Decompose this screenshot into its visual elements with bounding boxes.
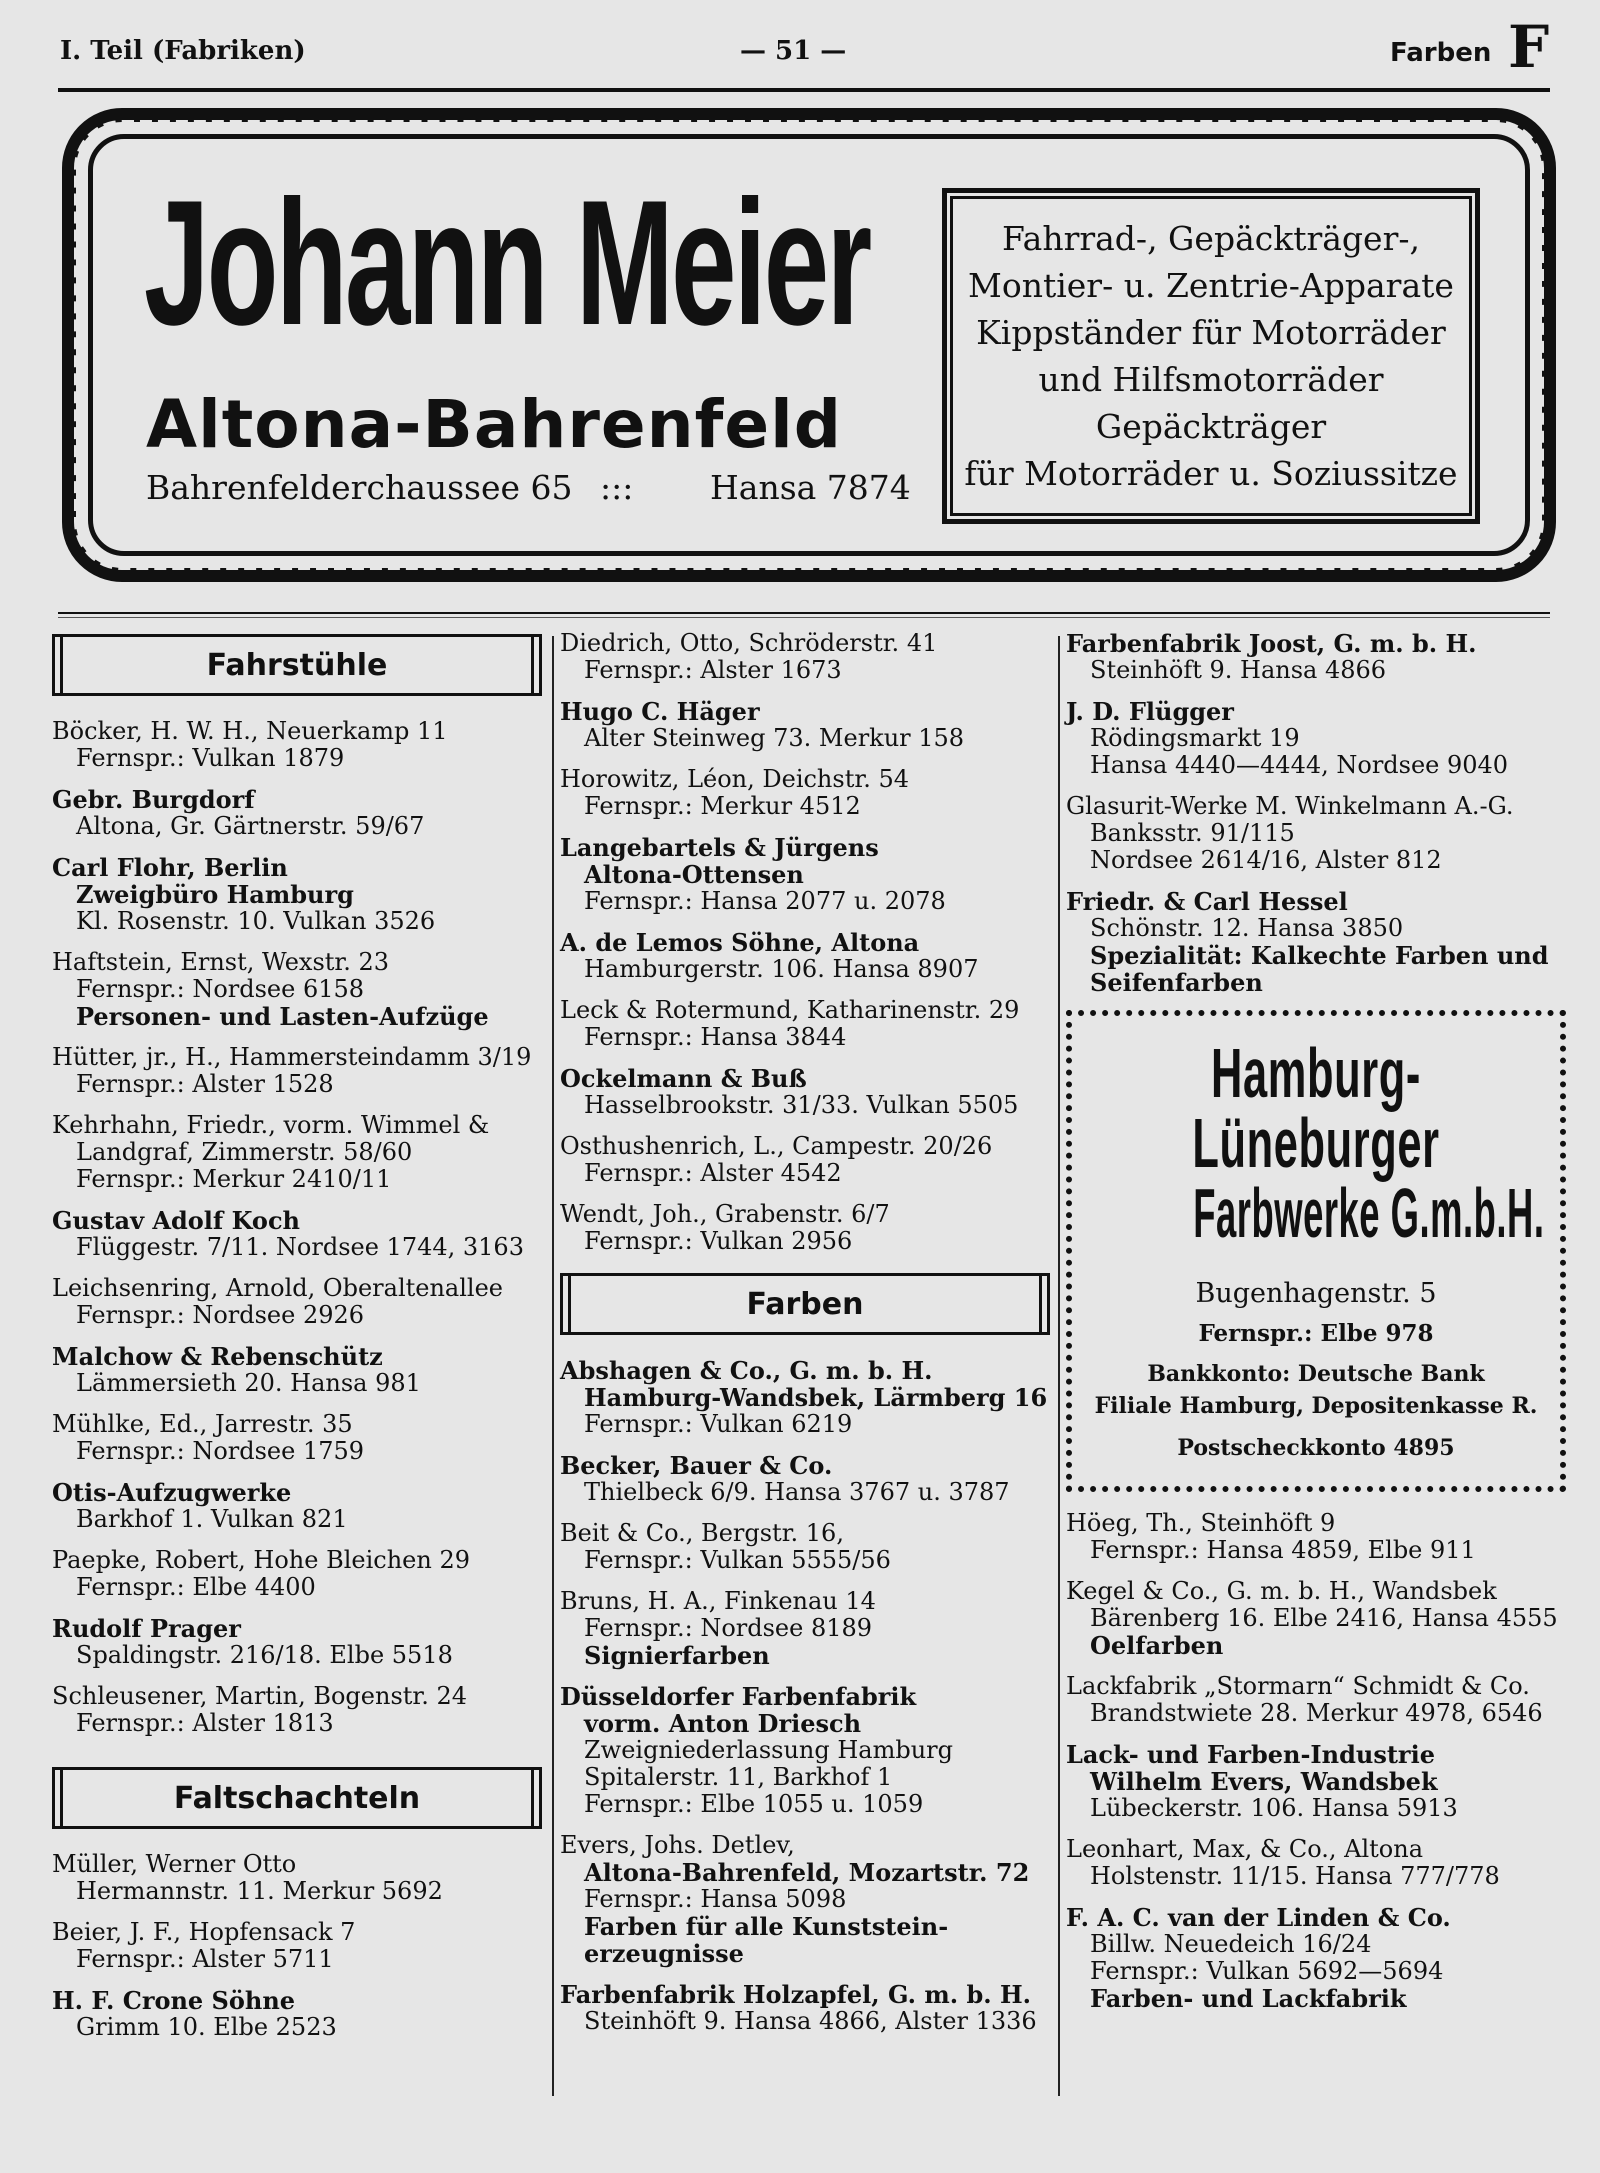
entry-detail: Holstenstr. 11/15. Hansa 777/778 <box>1090 1862 1500 1890</box>
directory-entry <box>560 1452 1050 1506</box>
entry-name: Lack- und Farben-Industrie <box>1066 1740 1435 1769</box>
directory-entry <box>52 854 542 935</box>
directory-entry <box>52 1044 542 1098</box>
entry-detail: Fernspr.: Nordsee 6158 <box>76 975 365 1003</box>
entry-name: Friedr. & Carl Hessel <box>1066 887 1348 916</box>
entry-detail: Rödingsmarkt 19 <box>1090 724 1300 752</box>
entry-detail: Barkhof 1. Vulkan 821 <box>76 1505 348 1533</box>
page-number: — 51 — <box>740 36 847 66</box>
entry-detail: Fernspr.: Nordsee 8189 <box>584 1614 873 1642</box>
entry-detail: Kl. Rosenstr. 10. Vulkan 3526 <box>76 907 436 935</box>
farben-list-continued <box>1066 630 1566 996</box>
entry-detail: Banksstr. 91/115 <box>1090 819 1295 847</box>
entry-detail: Oelfarben <box>1090 1631 1224 1660</box>
part-heading: I. Teil (Fabriken) <box>60 36 306 66</box>
directory-entry <box>560 1357 1050 1438</box>
entry-detail: Fernspr.: Nordsee 2926 <box>76 1301 365 1329</box>
entry-detail: Fernspr.: Alster 4542 <box>584 1159 842 1187</box>
entry-name: Hütter, jr., H., Hammersteindamm 3/19 <box>52 1043 532 1071</box>
entry-detail: Fernspr.: Nordsee 1759 <box>76 1437 365 1465</box>
entry-detail: Flüggestr. 7/11. Nordsee 1744, 3163 <box>76 1233 524 1261</box>
column-3 <box>1066 630 1566 2026</box>
entry-name: Carl Flohr, Berlin <box>52 853 288 882</box>
entry-name: Gustav Adolf Koch <box>52 1206 301 1235</box>
directory-entry <box>52 1615 542 1669</box>
entry-name: Farbenfabrik Joost, G. m. b. H. <box>1066 629 1477 658</box>
entry-detail: Fernspr.: Vulkan 5692—5694 <box>1090 1957 1444 1985</box>
directory-entry <box>52 1343 542 1397</box>
advert2-postcheck: Postscheckkonto 4895 <box>1177 1435 1455 1461</box>
entry-name: Glasurit-Werke M. Winkelmann A.-G. <box>1066 792 1514 820</box>
entry-detail: Nordsee 2614/16, Alster 812 <box>1090 846 1442 874</box>
entry-name: Horowitz, Léon, Deichstr. 54 <box>560 765 909 793</box>
entry-name: Becker, Bauer & Co. <box>560 1451 833 1480</box>
entry-name: F. A. C. van der Linden & Co. <box>1066 1903 1451 1932</box>
entry-name: Düsseldorfer Farbenfabrik <box>560 1682 917 1711</box>
entry-name: A. de Lemos Söhne, Altona <box>560 928 920 957</box>
entry-detail: Fernspr.: Merkur 2410/11 <box>76 1165 392 1193</box>
entry-detail: Steinhöft 9. Hansa 4866, Alster 1336 <box>584 2007 1037 2035</box>
entry-name: Haftstein, Ernst, Wexstr. 23 <box>52 948 390 976</box>
entry-detail: Fernspr.: Alster 1813 <box>76 1709 334 1737</box>
directory-entry <box>52 1207 542 1261</box>
entry-name: Otis-Aufzugwerke <box>52 1478 292 1507</box>
directory-entry <box>52 786 542 840</box>
column-divider <box>1058 636 1060 2096</box>
fahrstuehle-list <box>52 718 542 1737</box>
advert-product-line: Gepäckträger <box>1095 407 1327 446</box>
directory-entry <box>560 1520 1050 1574</box>
advert-bottom-rule-thin <box>58 617 1550 618</box>
directory-entry <box>560 929 1050 983</box>
directory-entry <box>560 1981 1050 2035</box>
directory-entry <box>1066 1578 1566 1659</box>
entry-name: Beit & Co., Bergstr. 16, <box>560 1519 844 1547</box>
directory-entry <box>1066 793 1566 874</box>
entry-name: Malchow & Rebenschütz <box>52 1342 383 1371</box>
entry-detail: Fernspr.: Vulkan 6219 <box>584 1410 853 1438</box>
directory-entry <box>560 766 1050 820</box>
advert-product-line: Montier- u. Zentrie-Apparate <box>968 266 1454 305</box>
entry-detail: Fernspr.: Hansa 3844 <box>584 1023 847 1051</box>
entry-name: Bruns, H. A., Finkenau 14 <box>560 1587 876 1615</box>
column-1 <box>52 630 542 2055</box>
directory-entry <box>52 1851 542 1905</box>
entry-detail: Hermannstr. 11. Merkur 5692 <box>76 1877 443 1905</box>
entry-detail: Hansa 4440—4444, Nordsee 9040 <box>1090 751 1509 779</box>
directory-entry <box>560 698 1050 752</box>
entry-name: Leck & Rotermund, Katharinenstr. 29 <box>560 996 1020 1024</box>
entry-detail: Altona-Ottensen <box>584 860 804 889</box>
entry-detail: Bärenberg 16. Elbe 2416, Hansa 4555 <box>1090 1604 1558 1632</box>
directory-entry <box>52 1275 542 1329</box>
entry-detail: Altona, Gr. Gärtnerstr. 59/67 <box>76 812 425 840</box>
entry-name: Höeg, Th., Steinhöft 9 <box>1066 1509 1336 1537</box>
directory-entry <box>560 1832 1050 1967</box>
directory-entry <box>1066 1904 1566 2012</box>
entry-name: Langebartels & Jürgens <box>560 833 879 862</box>
advert-address: Bahrenfelderchaussee 65 <box>146 468 573 507</box>
entry-name: Rudolf Prager <box>52 1614 241 1643</box>
farben-list-bottom <box>1066 1510 1566 2012</box>
faltschachteln-list <box>52 1851 542 2041</box>
section-heading-fahrstuehle: Fahrstühle <box>52 634 542 696</box>
advert-products-box <box>942 188 1480 524</box>
entry-detail: Hamburg-Wandsbek, Lärmberg 16 <box>584 1383 1048 1412</box>
header-rule <box>58 88 1550 92</box>
entry-name: Diedrich, Otto, Schröderstr. 41 <box>560 629 938 657</box>
directory-entry <box>52 1683 542 1737</box>
entry-detail: Spitalerstr. 11, Barkhof 1 <box>584 1763 893 1791</box>
entry-detail: Wilhelm Evers, Wandsbek <box>1090 1767 1438 1796</box>
advert2-line3: Farbwerke G.m.b.H. <box>1193 1174 1545 1252</box>
entry-detail: Fernspr.: Elbe 1055 u. 1059 <box>584 1790 924 1818</box>
entry-detail: Fernspr.: Alster 1528 <box>76 1070 334 1098</box>
entry-name: Gebr. Burgdorf <box>52 785 255 814</box>
entry-name: Kegel & Co., G. m. b. H., Wandsbek <box>1066 1577 1497 1605</box>
entry-detail: Fernspr.: Alster 5711 <box>76 1945 334 1973</box>
entry-detail: Alter Steinweg 73. Merkur 158 <box>584 724 965 752</box>
directory-entry <box>52 718 542 772</box>
entry-name: Evers, Johs. Detlev, <box>560 1831 795 1859</box>
entry-detail: Billw. Neuedeich 16/24 <box>1090 1930 1372 1958</box>
column-divider <box>552 636 554 2096</box>
entry-detail: Altona-Bahrenfeld, Mozartstr. 72 <box>584 1858 1030 1887</box>
entry-detail: Spezialität: Kalkechte Farben und <box>1090 941 1549 970</box>
advert-place: Altona-Bahrenfeld <box>146 386 842 463</box>
entry-name: Lackfabrik „Stormarn“ Schmidt & Co. <box>1066 1672 1530 1700</box>
entry-name: Leichsenring, Arnold, Oberaltenallee <box>52 1274 503 1302</box>
index-letter: F <box>1508 13 1550 81</box>
entry-name: Abshagen & Co., G. m. b. H. <box>560 1356 933 1385</box>
column-2 <box>560 630 1050 2049</box>
entry-detail: Spaldingstr. 216/18. Elbe 5518 <box>76 1641 453 1669</box>
directory-entry <box>1066 698 1566 779</box>
advert2-phone: Fernspr.: Elbe 978 <box>1198 1320 1434 1347</box>
entry-detail: Farben für alle Kunststein- <box>584 1912 949 1941</box>
directory-entry <box>560 1683 1050 1818</box>
entry-detail: Grimm 10. Elbe 2523 <box>76 2013 337 2041</box>
entry-name: Beier, J. F., Hopfensack 7 <box>52 1918 356 1946</box>
section-heading-faltschachteln: Faltschachteln <box>52 1767 542 1829</box>
entry-detail: Fernspr.: Alster 1673 <box>584 656 842 684</box>
directory-entry <box>560 834 1050 915</box>
entry-name: Hugo C. Häger <box>560 697 760 726</box>
entry-name: Ockelmann & Buß <box>560 1064 807 1093</box>
entry-detail: Fernspr.: Hansa 5098 <box>584 1885 847 1913</box>
directory-entry <box>560 1065 1050 1119</box>
directory-entry <box>52 1479 542 1533</box>
entry-name: J. D. Flügger <box>1066 697 1234 726</box>
advert-product-line: für Motorräder u. Soziussitze <box>964 454 1458 493</box>
entry-detail: Fernspr.: Vulkan 1879 <box>76 744 345 772</box>
entry-name: Schleusener, Martin, Bogenstr. 24 <box>52 1682 468 1710</box>
advert2-line1: Hamburg- <box>1211 1034 1421 1112</box>
entry-detail: Landgraf, Zimmerstr. 58/60 <box>76 1138 413 1166</box>
entry-detail: Hasselbrookstr. 31/33. Vulkan 5505 <box>584 1091 1019 1119</box>
entry-name: H. F. Crone Söhne <box>52 1986 296 2015</box>
entry-detail: Seifenfarben <box>1090 968 1263 997</box>
entry-detail: Fernspr.: Hansa 4859, Elbe 911 <box>1090 1536 1476 1564</box>
entry-detail: Fernspr.: Merkur 4512 <box>584 792 861 820</box>
advert-company-name: Johann Meier <box>144 163 870 362</box>
entry-detail: Hamburgerstr. 106. Hansa 8907 <box>584 955 979 983</box>
directory-entry <box>52 1987 542 2041</box>
entry-name: Mühlke, Ed., Jarrestr. 35 <box>52 1410 353 1438</box>
entry-detail: vorm. Anton Driesch <box>584 1709 862 1738</box>
directory-entry <box>560 630 1050 684</box>
directory-entry <box>52 949 542 1030</box>
advert-separator: ::: <box>600 468 634 507</box>
directory-entry <box>560 1133 1050 1187</box>
section-heading-farben: Farben <box>560 1273 1050 1335</box>
entry-detail: Steinhöft 9. Hansa 4866 <box>1090 656 1387 684</box>
entry-detail: Brandstwiete 28. Merkur 4978, 6546 <box>1090 1699 1543 1727</box>
advert2-line2: Lüneburger <box>1192 1104 1440 1182</box>
entry-detail: Lämmersieth 20. Hansa 981 <box>76 1369 421 1397</box>
entry-name: Böcker, H. W. H., Neuerkamp 11 <box>52 717 448 745</box>
advert2-bank-branch: Filiale Hamburg, Depositenkasse R. <box>1094 1393 1538 1419</box>
directory-entry <box>1066 630 1566 684</box>
directory-entry <box>52 1112 542 1193</box>
entry-detail: Fernspr.: Vulkan 2956 <box>584 1227 853 1255</box>
farben-list <box>560 1357 1050 2035</box>
advert-phone: Hansa 7874 <box>710 468 911 507</box>
directory-entry <box>560 1201 1050 1255</box>
entry-name: Leonhart, Max, & Co., Altona <box>1066 1835 1423 1863</box>
entry-name: Kehrhahn, Friedr., vorm. Wimmel & <box>52 1111 490 1139</box>
entry-name: Paepke, Robert, Hohe Bleichen 29 <box>52 1546 470 1574</box>
entry-name: Osthushenrich, L., Campestr. 20/26 <box>560 1132 993 1160</box>
advert-bottom-rule <box>58 612 1550 614</box>
entry-detail: Zweigniederlassung Hamburg <box>584 1736 954 1764</box>
entry-name: Müller, Werner Otto <box>52 1850 297 1878</box>
directory-entry <box>560 1588 1050 1669</box>
entry-detail: Lübeckerstr. 106. Hansa 5913 <box>1090 1794 1458 1822</box>
directory-entry <box>560 997 1050 1051</box>
entry-detail: Fernspr.: Vulkan 5555/56 <box>584 1546 891 1574</box>
entry-detail: Fernspr.: Elbe 4400 <box>76 1573 316 1601</box>
fahrstuehle-continued-list <box>560 630 1050 1255</box>
entry-name: Wendt, Joh., Grabenstr. 6/7 <box>560 1200 890 1228</box>
category-heading: Farben <box>1390 38 1492 68</box>
hamburg-lueneburger-advert <box>1066 1010 1566 1492</box>
entry-detail: erzeugnisse <box>584 1939 744 1968</box>
advert-product-line: und Hilfsmotorräder <box>1038 360 1384 399</box>
entry-detail: Signierfarben <box>584 1641 770 1670</box>
entry-detail: Schönstr. 12. Hansa 3850 <box>1090 914 1404 942</box>
entry-detail: Fernspr.: Hansa 2077 u. 2078 <box>584 887 946 915</box>
directory-entry <box>52 1919 542 1973</box>
directory-entry <box>1066 1741 1566 1822</box>
directory-entry <box>52 1547 542 1601</box>
directory-entry <box>1066 1836 1566 1890</box>
advert2-address: Bugenhagenstr. 5 <box>1195 1278 1437 1309</box>
advert-product-line: Fahrrad-, Gepäckträger-, <box>1001 219 1420 258</box>
directory-entry <box>1066 1510 1566 1564</box>
directory-entry <box>52 1411 542 1465</box>
entry-detail: Thielbeck 6/9. Hansa 3767 u. 3787 <box>584 1478 1010 1506</box>
entry-name: Farbenfabrik Holzapfel, G. m. b. H. <box>560 1980 1031 2009</box>
johann-meier-advert <box>62 108 1556 582</box>
directory-entry <box>1066 888 1566 996</box>
entry-detail: Personen- und Lasten-Aufzüge <box>76 1002 489 1031</box>
advert-product-line: Kippständer für Motorräder <box>976 313 1446 352</box>
directory-entry <box>1066 1673 1566 1727</box>
entry-detail: Farben- und Lackfabrik <box>1090 1984 1407 2013</box>
entry-detail: Zweigbüro Hamburg <box>76 880 354 909</box>
advert2-bank-account: Bankkonto: Deutsche Bank <box>1147 1361 1485 1387</box>
